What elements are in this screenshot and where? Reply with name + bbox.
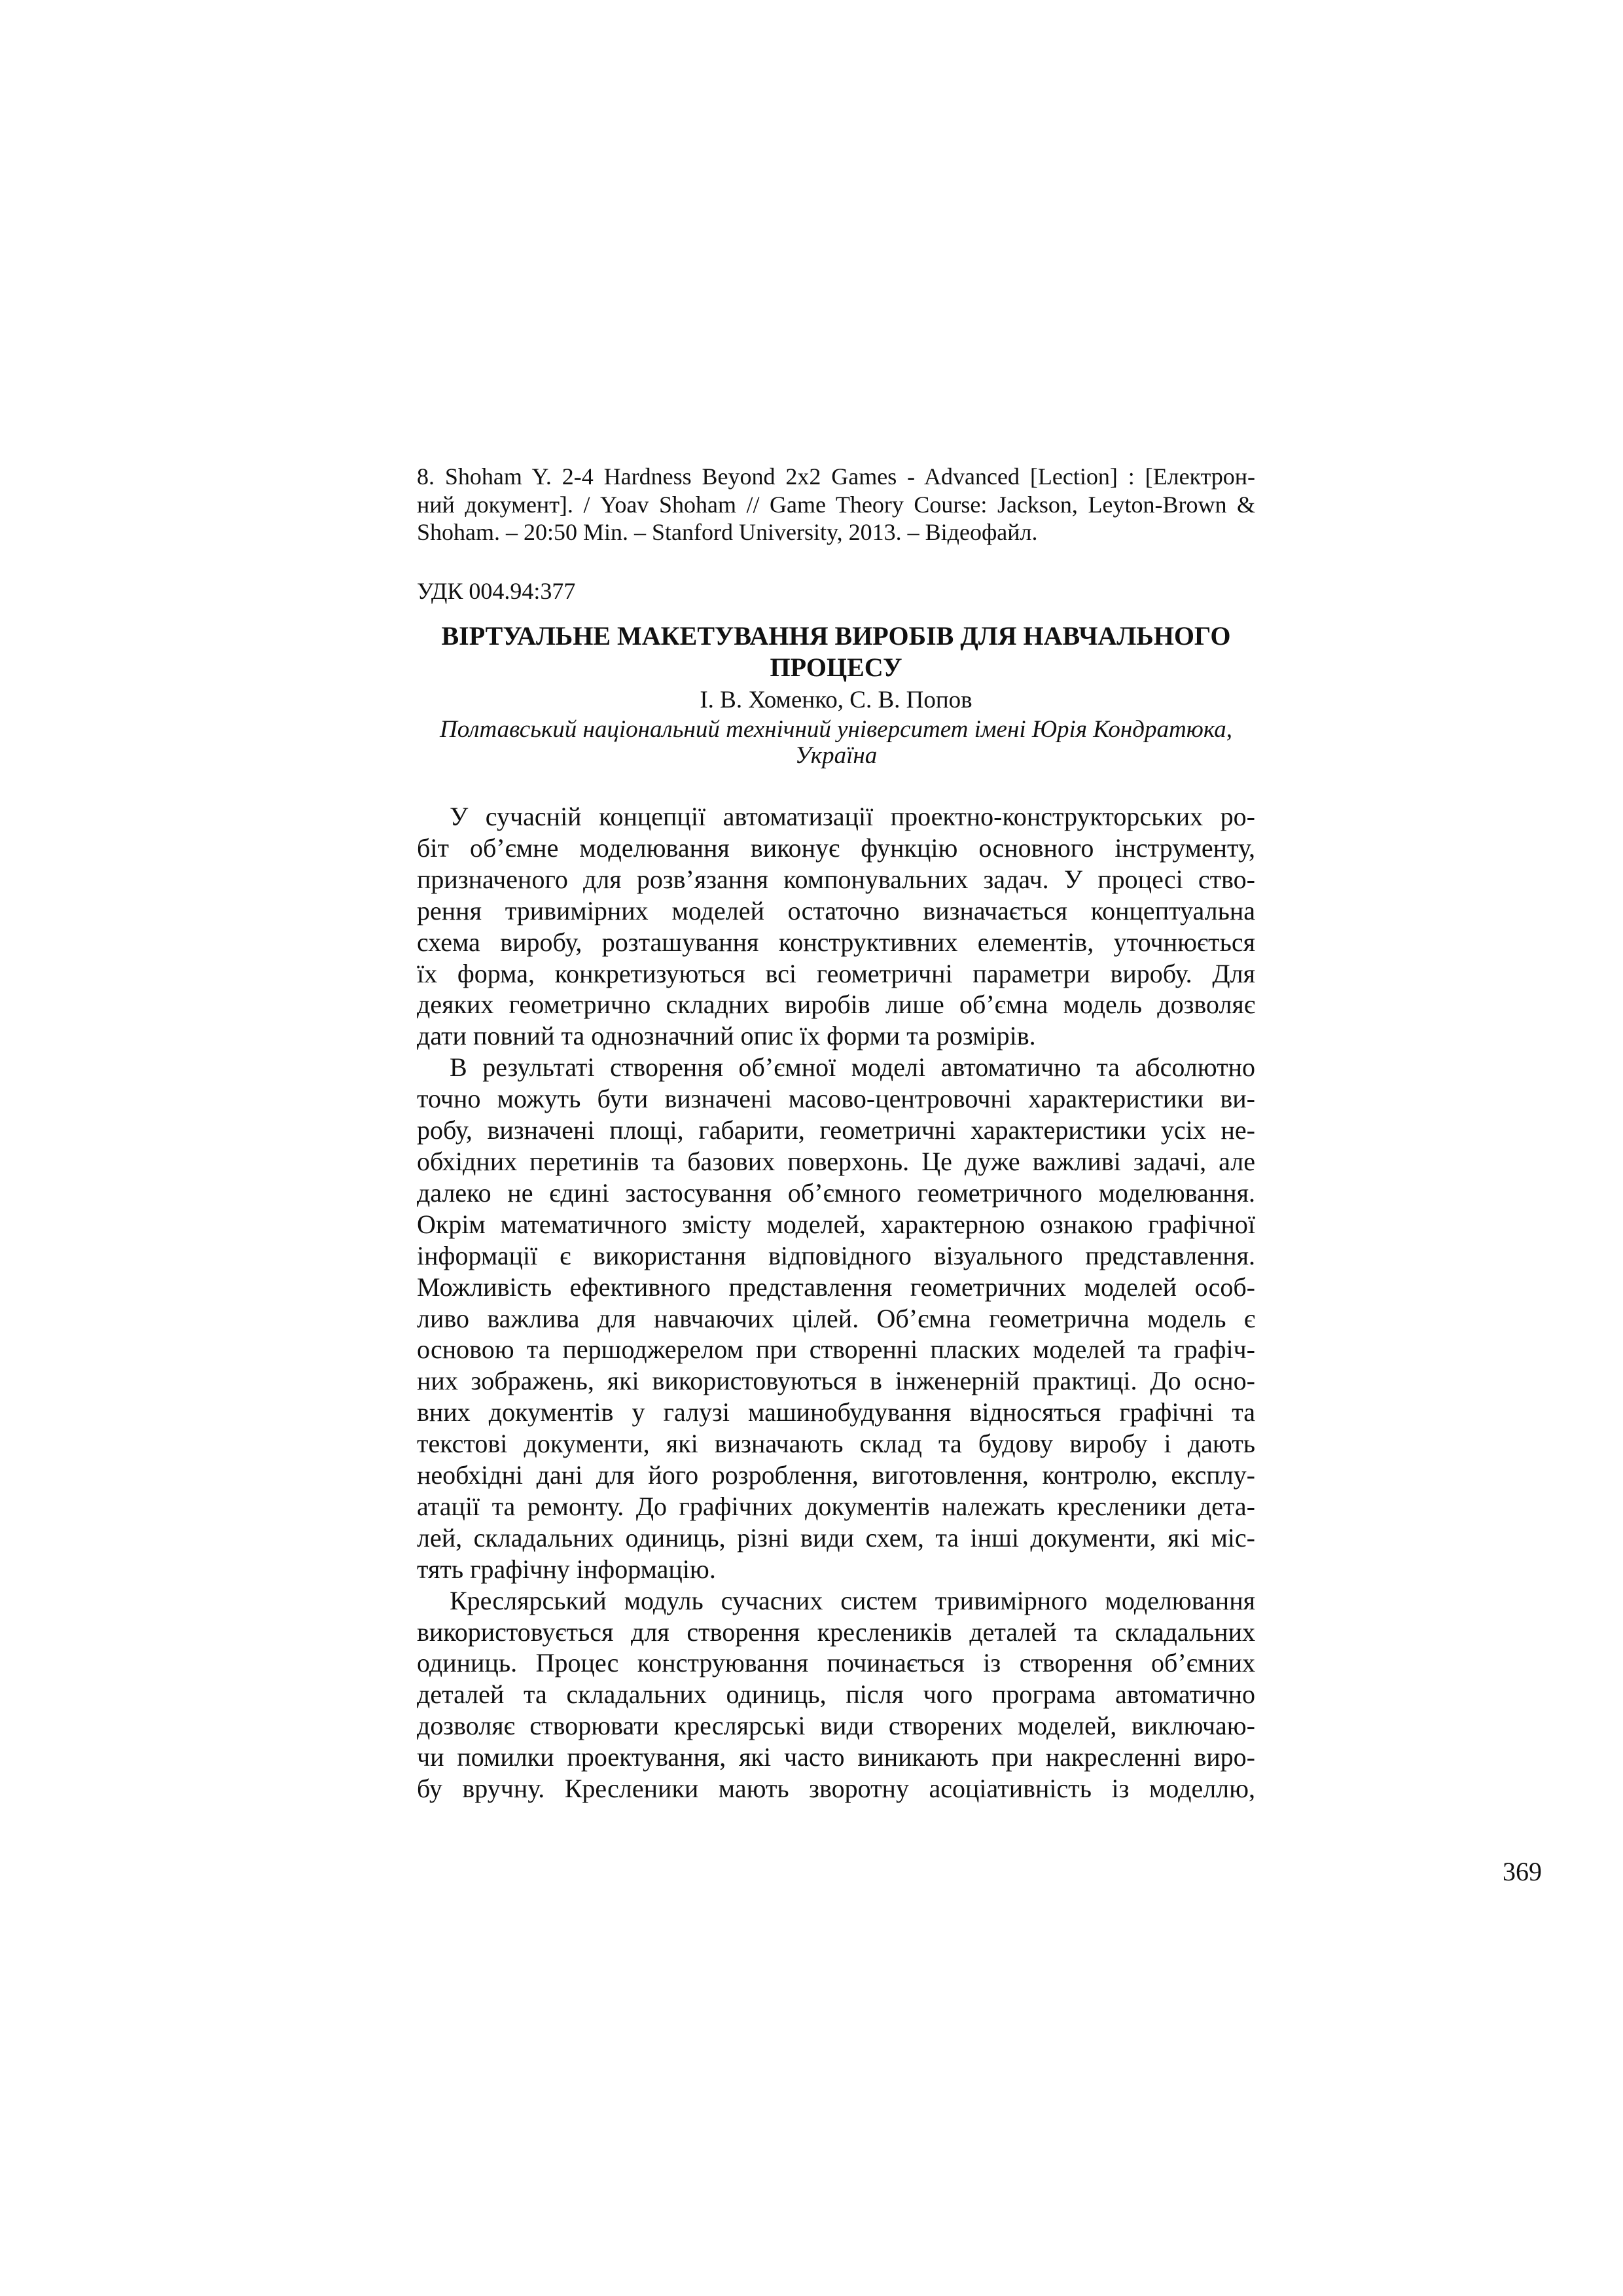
paragraph-line: біт об’ємне моделювання виконує функцію основного інструменту,	[417, 833, 1255, 863]
paragraph-line: вних документів у галузі машинобудування відносяться графічні та	[417, 1397, 1255, 1427]
paragraph-line: їх форма, конкретизуються всі геометричні параметри виробу. Для	[417, 958, 1255, 988]
udc-code: УДК 004.94:377	[417, 578, 576, 604]
paragraph-line: рення тривимірних моделей остаточно визначається концептуальна	[417, 895, 1255, 925]
paragraph-line: Окрім математичного змісту моделей, характерною ознакою графічної	[417, 1209, 1255, 1239]
author-affiliation	[417, 717, 1255, 769]
paragraph-line: точно можуть бути визначені масово-центровочні характеристики ви-	[417, 1084, 1255, 1114]
article-authors: І. В. Хоменко, С. В. Попов	[700, 687, 972, 713]
paragraph-line: робу, визначені площі, габарити, геометричні характеристики усіх не-	[417, 1115, 1255, 1145]
paragraph-line: інформації є використання відповідного візуального представлення.	[417, 1240, 1255, 1270]
reference-entry	[417, 463, 1255, 547]
paragraph-line: призначеного для розв’язання компонувальних задач. У процесі ство-	[417, 864, 1255, 894]
paragraph-line: використовується для створення креслеників деталей та складальних	[417, 1617, 1255, 1647]
paragraph-line: лей, складальних одиниць, різні види схем, та інші документи, які міс-	[417, 1522, 1255, 1552]
paragraph-line: В результаті створення об’ємної моделі автоматично та абсолютно	[450, 1052, 1255, 1083]
paragraph-line: необхідні дані для його розроблення, виготовлення, контролю, експлу-	[417, 1460, 1255, 1490]
paragraph-line: далеко не єдині застосування об’ємного геометричного моделювання.	[417, 1177, 1255, 1208]
article-body	[417, 801, 1255, 1804]
paragraph-line: схема виробу, розташування конструктивних елементів, уточнюється	[417, 927, 1255, 957]
reference-line: 8. Shoham Y. 2-4 Hardness Beyond 2x2 Games - Advanced [Lection] : [Електрон-	[417, 463, 1255, 490]
reference-line: ний документ]. / Yoav Shoham // Game Theory Course: Jackson, Leyton-Brown &	[417, 491, 1255, 518]
paragraph-line: них зображень, які використовуються в інженерній практиці. До осно-	[417, 1366, 1255, 1396]
paragraph-line: Креслярський модуль сучасних систем тривимірного моделювання	[450, 1585, 1255, 1615]
paragraph-line: основою та першоджерелом при створенні пласких моделей та графіч-	[417, 1335, 1255, 1365]
paragraph-line: бу вручну. Кресленики мають зворотну асоціативність із моделлю,	[417, 1774, 1255, 1804]
paragraph-line: одиниць. Процес конструювання починається із створення об’ємних	[417, 1648, 1255, 1678]
paragraph-line: Можливість ефективного представлення геометричних моделей особ-	[417, 1272, 1255, 1302]
paragraph-line: дозволяє створювати креслярські види створених моделей, виключаю-	[417, 1711, 1255, 1741]
paragraph-line: обхідних перетинів та базових поверхонь. Це дуже важливі задачі, але	[417, 1146, 1255, 1176]
paragraph-line: текстові документи, які визначають склад та будову виробу і дають	[417, 1429, 1255, 1459]
paragraph-line: деяких геометрично складних виробів лише об’ємна модель дозволяє	[417, 990, 1255, 1020]
paragraph-line: деталей та складальних одиниць, після чого програма автоматично	[417, 1679, 1255, 1710]
paragraph-line: дати повний та однозначний опис їх форми та розмірів.	[417, 1021, 1036, 1051]
title-line: ПРОЦЕСУ	[770, 653, 902, 682]
paragraph-line: ливо важлива для навчаючих цілей. Об’ємна геометрична модель є	[417, 1303, 1255, 1333]
paragraph-line: атації та ремонту. До графічних документів належать кресленики дета-	[417, 1491, 1255, 1521]
title-line: ВІРТУАЛЬНЕ МАКЕТУВАННЯ ВИРОБІВ ДЛЯ НАВЧАЛЬНОГО	[441, 621, 1231, 651]
paragraph-line: тять графічну інформацію.	[417, 1554, 716, 1584]
page-number: 369	[1503, 1857, 1542, 1886]
paragraph-line: У сучасній концепції автоматизації проектно-конструкторських ро-	[450, 802, 1255, 831]
affiliation-line: Полтавський національний технічний університет імені Юрія Кондратюка,	[440, 716, 1232, 743]
article-title	[417, 620, 1255, 683]
reference-line: Shoham. – 20:50 Min. – Stanford University, 2013. – Відеофайл.	[417, 519, 1038, 545]
paragraph-line: чи помилки проектування, які часто виникають при накресленні виро-	[417, 1742, 1255, 1772]
affiliation-line: Україна	[794, 742, 878, 769]
